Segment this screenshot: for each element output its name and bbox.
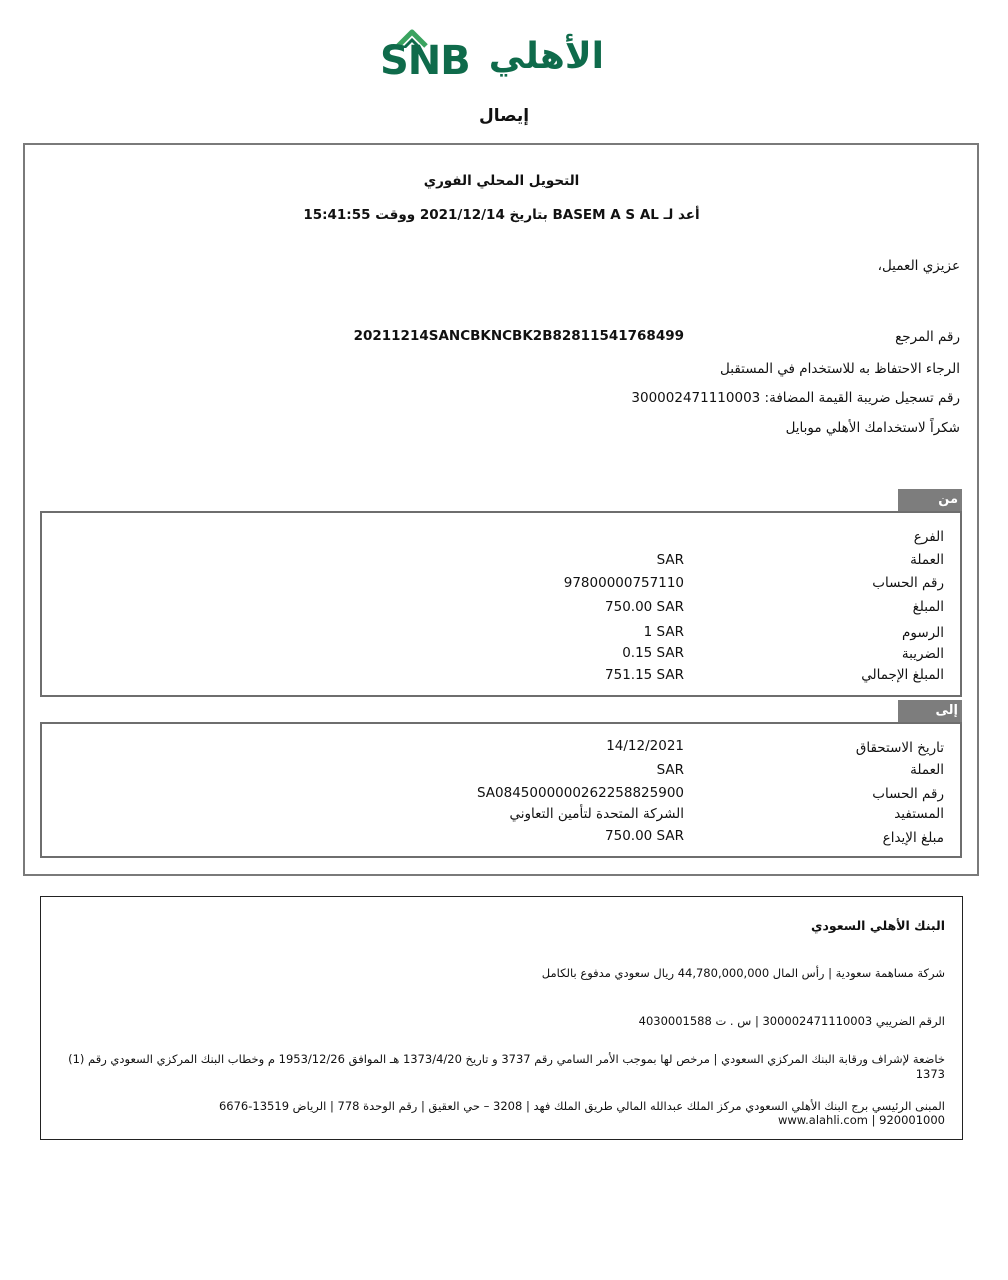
- to-tab-label: إلى: [935, 703, 958, 718]
- from-fees-value: 1 SAR: [643, 624, 684, 640]
- footer-bank-name: البنك الأهلي السعودي: [811, 918, 945, 933]
- to-beneficiary-value: الشركة المتحدة لتأمين التعاوني: [509, 806, 684, 822]
- from-fees-label: الرسوم: [902, 625, 944, 641]
- reference-value: 20211214SANCBKNCBK2B82811541768499: [353, 328, 684, 344]
- footer-address-line: المبنى الرئيسي برج البنك الأهلي السعودي مركز الملك عبدالله المالي طريق الملك فهد | 3208 – حي العقيق | رقم الوحدة 778 | الرياض 13519-6676: [218, 1099, 945, 1113]
- to-deposit-label: مبلغ الإيداع: [882, 830, 944, 846]
- from-account-label: رقم الحساب: [872, 575, 944, 591]
- to-due-date-value: 14/12/2021: [606, 738, 684, 754]
- reference-label: رقم المرجع: [895, 329, 960, 345]
- to-currency-label: العملة: [910, 762, 944, 778]
- from-tab-label: من: [938, 492, 958, 507]
- footer-contact-line: www.alahli.com | 920001000: [777, 1113, 945, 1127]
- logo-arabic: الأهلي: [488, 36, 604, 77]
- to-beneficiary-label: المستفيد: [894, 806, 944, 822]
- footer-supervision-line: خاضعة لإشراف ورقابة البنك المركزي السعودي | مرخص لها بموجب الأمر السامي رقم 3737 و تاريخ 1373/4/20 هـ الموافق 1953/12/26 م وخطاب البنك المركزي السعودي رقم (1) 1373: [68, 1052, 945, 1081]
- to-deposit-value: 750.00 SAR: [605, 828, 684, 844]
- from-total-label: المبلغ الإجمالي: [861, 667, 944, 683]
- from-tab: [898, 489, 962, 511]
- keep-note: الرجاء الاحتفاظ به للاستخدام في المستقبل: [720, 361, 960, 377]
- from-currency-value: SAR: [656, 552, 684, 568]
- receipt-title: إيصال: [478, 106, 530, 126]
- from-tax-label: الضريبة: [901, 646, 944, 662]
- transfer-title: التحويل المحلي الفوري: [423, 173, 580, 189]
- to-currency-value: SAR: [656, 762, 684, 778]
- from-currency-label: العملة: [910, 552, 944, 568]
- footer-company-line: شركة مساهمة سعودية | رأس المال 44,780,000,000 ريال سعودي مدفوع بالكامل: [541, 966, 945, 980]
- from-box: [40, 511, 962, 697]
- to-account-label: رقم الحساب: [872, 786, 944, 802]
- from-total-value: 751.15 SAR: [605, 667, 684, 683]
- issued-line: أعد لـ BASEM A S AL بتاريخ 2021/12/14 ووقت 15:41:55: [303, 207, 700, 223]
- to-tab: [898, 700, 962, 722]
- from-account-value: 97800000757110: [563, 575, 684, 591]
- thanks-line: شكراً لاستخدامك الأهلي موبايل: [785, 420, 960, 436]
- to-account-value: SA0845000000262258825900: [476, 785, 684, 801]
- vat-line: رقم تسجيل ضريبة القيمة المضافة: 300002471110003: [631, 390, 960, 406]
- greeting: عزيزي العميل،: [877, 258, 960, 274]
- to-due-date-label: تاريخ الاستحقاق: [855, 740, 944, 756]
- snb-logo: [380, 30, 604, 88]
- from-tax-value: 0.15 SAR: [622, 645, 684, 661]
- footer-tax-line: الرقم الضريبي 300002471110003 | س . ت 4030001588: [638, 1014, 945, 1028]
- from-branch-label: الفرع: [913, 529, 944, 545]
- logo-latin: SNB: [380, 38, 470, 84]
- from-amount-value: 750.00 SAR: [605, 599, 684, 615]
- from-amount-label: المبلغ: [912, 599, 944, 615]
